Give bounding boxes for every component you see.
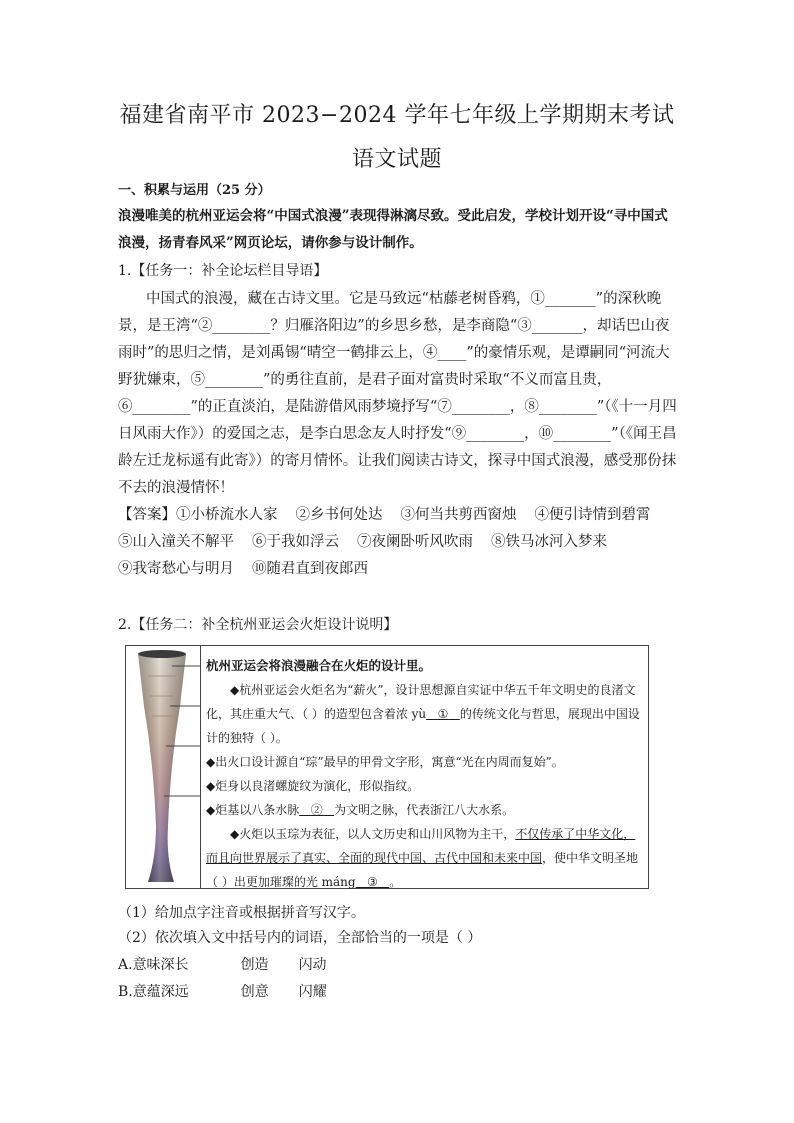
option-word-2: 创意 <box>240 984 269 1000</box>
answer-label: 【答案】 <box>118 507 176 523</box>
torch-illustration <box>126 646 200 888</box>
option-b[interactable] <box>118 979 680 1006</box>
answer-item: ③何当共剪西窗烛 <box>400 507 517 523</box>
torch-text <box>206 654 642 894</box>
answer-item: ①小桥流水人家 <box>176 507 278 523</box>
blank-2: ② <box>310 803 323 817</box>
exam-title: 福建省南平市 2023−2024 学年七年级上学期期末考试 <box>119 103 675 128</box>
answer-item: ⑧铁马冰河入梦来 <box>491 534 607 550</box>
answer-item: ②乡书何处达 <box>295 507 383 523</box>
option-word-2: 创造 <box>240 957 269 973</box>
exam-subtitle: 语文试题 <box>351 147 442 172</box>
task2-heading: 2.【任务二：补全杭州亚运会火炬设计说明】 <box>118 617 398 633</box>
task1-paragraph: 中国式的浪漫，藏在古诗文里。它是马致远“枯藤老树昏鸦，①_______”的深秋晚景，是王湾“②________？归雁洛阳边”的乡思乡愁，是李商隐“③_______，却话巴山夜雨时”的思归之情，是刘禹锡“晴空一鹤排云上，④____”的豪情乐观，是谭嗣同“河流大野犹嫌束，⑤________”的勇往直前，是君子面对富贵时采取“不义而富且贵，⑥________”的正直淡泊，是陆游借风雨梦境抒写“⑦________，⑧________”（《十一月四日风雨大作》）的爱国之志，是李白思念友人时抒发“⑨________，⑩________”（《闻王昌龄左迁龙标遥有此寄》）的寄月情怀。让我们阅读古诗文，探寻中国式浪漫，感受那份抹不去的浪漫情怀！ <box>118 291 677 496</box>
torch-description-box <box>125 645 649 889</box>
torch-paragraph-4: ◆炬基以八条水脉 ② 为文明之脉，代表浙江八大水系。 <box>206 803 515 817</box>
torch-paragraph-3: ◆炬身以良渚螺旋纹为演化，形似指纹。 <box>206 779 420 793</box>
option-letter: A. <box>118 957 133 973</box>
task1-heading: 1.【任务一：补全论坛栏目导语】 <box>118 263 328 279</box>
torch-paragraph-5: ◆火炬以玉琮为表征，以人文历史和山川风物为主干，不仅传承了中华文化，而且向世界展示了真实、全面的现代中国、古代中国和未来中国，使中华文明圣地（ ）出更加璀璨的光 máng ③ 。 <box>206 827 639 889</box>
section-heading: 一、积累与运用（25 分） <box>118 183 271 198</box>
answer-item: ⑩随君直到夜郎西 <box>252 561 368 577</box>
answer-item: ⑦夜阑卧听风吹雨 <box>357 534 473 550</box>
blank-3: ③ <box>367 875 378 889</box>
intro-text: 浪漫唯美的杭州亚运会将“中国式浪漫”表现得淋漓尽致。受此启发，学校计划开设“寻中国式浪漫，扬青春风采”网页论坛，请你参与设计制作。 <box>118 208 668 251</box>
torch-heading: 杭州亚运会将浪漫融合在火炬的设计里。 <box>206 658 432 673</box>
option-word-1: 意味深长 <box>132 957 189 973</box>
torch-paragraph-2: ◆出火口设计源自“琮”最早的甲骨文字形，寓意“光在内周而复始”。 <box>206 755 564 769</box>
question-1: （1）给加点字注音或根据拼音写汉字。 <box>118 905 365 921</box>
underlined-sentence: 不仅传承了中华文化，而且向世界展示了真实、全面的现代中国、古代中国和未来中国 <box>206 827 636 865</box>
option-word-3: 闪耀 <box>298 984 327 1000</box>
question-2: （2）依次填入文中括号内的词语，全部恰当的一项是（ ） <box>118 930 482 946</box>
answer-item: ⑥于我如浮云 <box>252 534 339 550</box>
option-word-1: 意蕴深远 <box>132 984 189 1000</box>
option-letter: B. <box>118 984 133 1000</box>
torch-paragraph-1: ◆杭州亚运会火炬名为“薪火”，设计思想源自实证中华五千年文明史的良渚文化，其庄重大气、（ ）的造型包含着浓 yù ① 的传统文化与哲思，展现出中国设计的独特（ ）。 <box>206 683 640 745</box>
answer-item: ⑤山入潼关不解平 <box>118 534 234 550</box>
answer-block <box>118 502 680 583</box>
blank-1: ① <box>437 707 449 721</box>
option-word-3: 闪动 <box>298 957 327 973</box>
answer-item: ④便引诗情到碧霄 <box>534 507 651 523</box>
torch-image <box>126 646 201 888</box>
option-a[interactable] <box>118 952 680 979</box>
answer-item: ⑨我寄愁心与明月 <box>118 561 234 577</box>
